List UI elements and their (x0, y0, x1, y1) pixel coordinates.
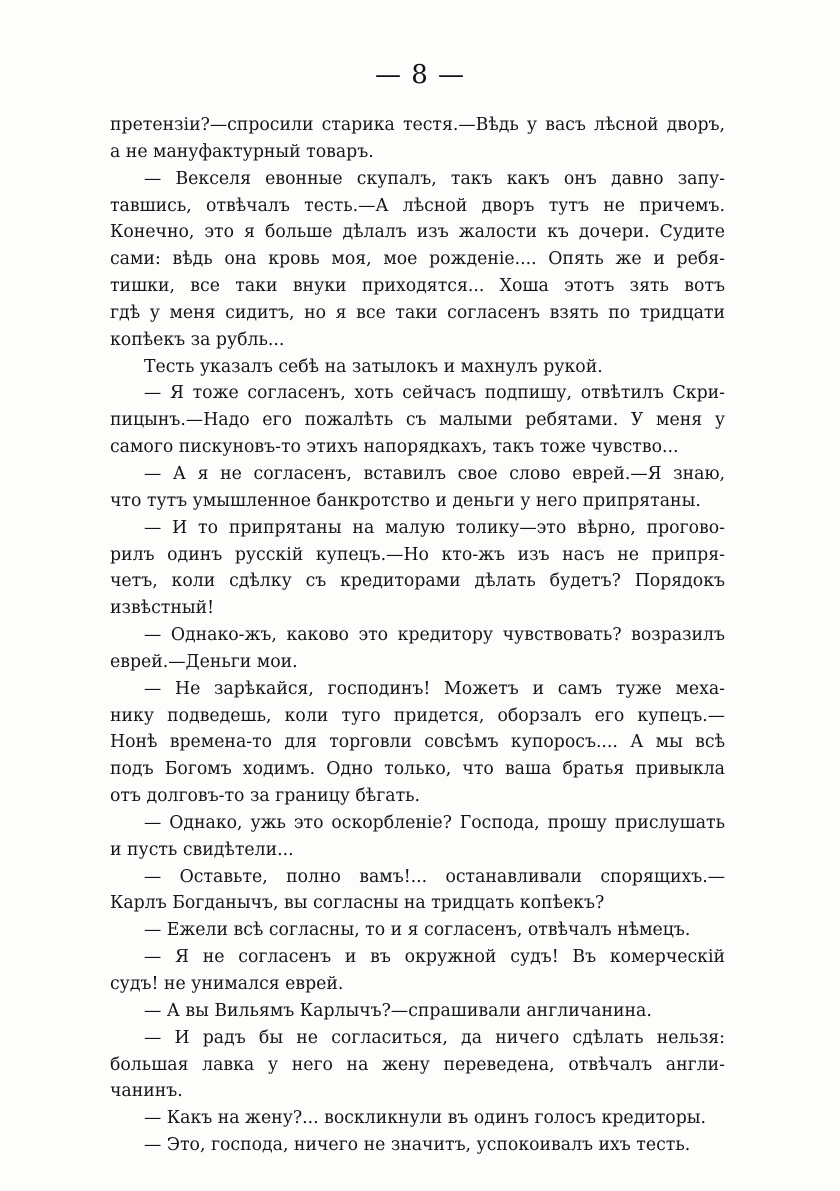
text-line: самого пискуновъ-то этихъ напорядкахъ, такъ тоже чувство... (110, 437, 679, 458)
page-text (110, 112, 725, 1159)
text-line: чанинъ. (110, 1081, 183, 1102)
text-line: Конечно, это я больше дѣлалъ изъ жалости къ дочери. Судите (110, 222, 725, 243)
text-line: — Однако-жъ, каково это кредитору чувствовать? возразилъ (144, 625, 725, 646)
text-line: четъ, коли сдѣлку съ кредиторами дѣлать будетъ? Порядокъ (110, 571, 725, 592)
text-line: Карлъ Богданычъ, вы согласны на тридцать копѣекъ? (110, 893, 605, 914)
text-line: — Это, господа, ничего не значитъ, успокоивалъ ихъ тесть. (144, 1135, 691, 1156)
text-line: судъ! не унимался еврей. (110, 974, 344, 994)
text-line: — Я тоже согласенъ, хоть сейчасъ подпишу, отвѣтилъ Скри- (144, 383, 725, 404)
text-line: нику подведешь, коли туго придется, оборзалъ его купецъ.— (110, 705, 725, 726)
text-line: тишки, все таки внуки приходятся... Хоша этотъ зять вотъ (110, 276, 725, 297)
text-line: извѣстный! (110, 598, 215, 619)
text-line: большая лавка у него на жену переведена, отвѣчалъ англи- (110, 1054, 725, 1075)
text-line: копѣекъ за рубль... (110, 329, 285, 350)
text-line: — Оставьте, полно вамъ!... останавливали спорящихъ.— (144, 866, 725, 887)
text-line: — Однако, ужь это оскорбленiе? Господа, прошу прислушать (144, 812, 725, 833)
text-line: подъ Богомъ ходимъ. Одно только, что ваша братья привыкла (110, 759, 725, 780)
text-line: — Какъ на жену?... воскликнули въ одинъ голосъ кредиторы. (144, 1108, 707, 1129)
text-line: еврей.—Деньги мои. (110, 651, 298, 672)
text-line: — А я не согласенъ, вставилъ свое слово еврей.—Я знаю, (144, 463, 725, 484)
text-line: — А вы Вильямъ Карлычъ?—спрашивали англичанина. (144, 1000, 652, 1021)
text-line: претензiи?—спросили старика тестя.—Вѣдь у васъ лѣсной дворъ, (110, 115, 725, 135)
text-line: сами: вѣдь она кровь моя, мое рожденiе.... Опять же и ребя- (110, 249, 725, 270)
text-line: Нонѣ времена-то для торговли совсѣмъ купоросъ.... А мы всѣ (110, 732, 725, 753)
text-line: — Векселя евонные скупалъ, такъ какъ онъ давно запу- (144, 168, 725, 189)
text-line: и пусть свидѣтели... (110, 839, 294, 860)
text-line: тавшись, отвѣчалъ тесть.—А лѣсной дворъ тутъ не причемъ. (110, 195, 725, 216)
text-line: пицынъ.—Надо его пожалѣть съ малыми ребятами. У меня у (110, 410, 725, 431)
text-line: — И радъ бы не согласиться, да ничего сдѣлать нельзя: (144, 1027, 725, 1048)
text-line: гдѣ у меня сидитъ, но я все таки согласенъ взять по тридцати (110, 302, 725, 323)
text-line: а не мануфактурный товаръ. (110, 141, 374, 162)
text-line: что тутъ умышленное банкротство и деньги у него припрятаны. (110, 490, 701, 511)
text-line: — Не зарѣкайся, господинъ! Можетъ и самъ туже меха- (144, 678, 725, 699)
text-line: — Я не согласенъ и въ окружной судъ! Въ комерческiй (144, 947, 725, 968)
text-line: отъ долговъ-то за границу бѣгать. (110, 786, 421, 807)
text-line: рилъ одинъ русскiй купецъ.—Но кто-жъ изъ насъ не припря- (110, 544, 725, 565)
text-line: Тесть указалъ себѣ на затылокъ и махнулъ рукой. (144, 356, 603, 377)
text-line: — Ежели всѣ согласны, то и я согласенъ, отвѣчалъ нѣмецъ. (144, 920, 691, 941)
text-line: — И то припрятаны на малую толику—это вѣрно, прогово- (144, 517, 725, 538)
page-number: — 8 — (374, 60, 466, 90)
